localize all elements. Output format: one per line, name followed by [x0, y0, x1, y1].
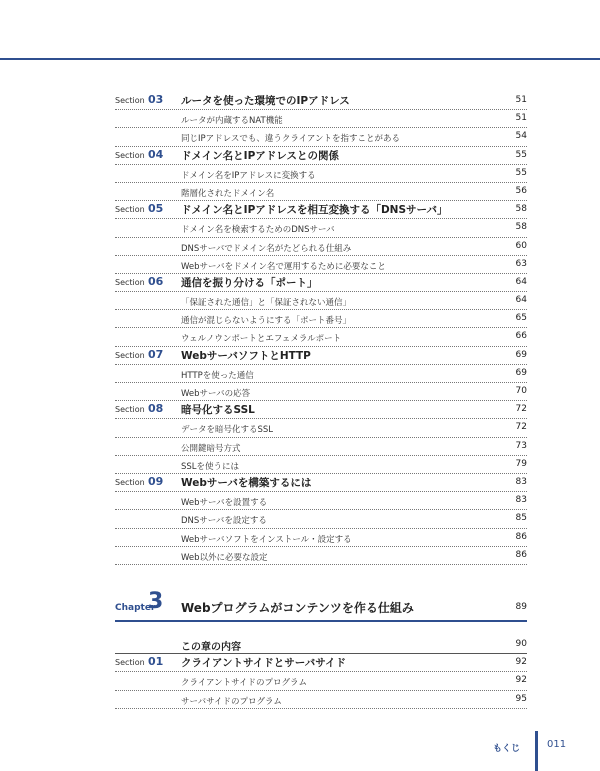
section-title: クライアントサイドとサーバサイド — [181, 657, 346, 670]
entry-title: Webサーバソフトをインストール・設定する — [181, 534, 352, 545]
toc-entry[interactable] — [115, 256, 527, 274]
section-title: ドメイン名とIPアドレスを相互変換する「DNSサーバ」 — [181, 204, 448, 217]
page-ref: 92 — [515, 657, 527, 668]
page-number: 011 — [547, 739, 567, 750]
page-ref: 64 — [515, 276, 527, 287]
toc-entry[interactable] — [115, 529, 527, 547]
page-ref: 63 — [515, 258, 527, 269]
page-ref: 79 — [515, 458, 527, 469]
section-number: 09 — [148, 474, 164, 488]
entry-title: 通信が混じらないようにする「ポート番号」 — [181, 316, 352, 327]
page-ref: 55 — [515, 149, 527, 160]
toc-entry[interactable] — [115, 492, 527, 510]
section-label: Section — [115, 205, 145, 215]
entry-title: クライアントサイドのプログラム — [181, 678, 307, 689]
toc-entry[interactable] — [115, 238, 527, 256]
section-number: 07 — [148, 347, 164, 361]
section-row[interactable] — [115, 401, 527, 419]
chapter-label: Chapter — [115, 603, 156, 613]
section-row[interactable] — [115, 147, 527, 165]
section-label: Section — [115, 405, 145, 415]
entry-title: 同じIPアドレスでも、違うクライアントを指すことがある — [181, 134, 401, 145]
entry-title: 階層化されたドメイン名 — [181, 188, 275, 199]
entry-title: HTTPを使った通信 — [181, 370, 254, 381]
section-label: Section — [115, 96, 145, 105]
page-ref: 55 — [515, 167, 527, 178]
section-row[interactable] — [115, 347, 527, 365]
toc-entry[interactable] — [115, 510, 527, 528]
entry-title: DNSサーバを設定する — [181, 516, 267, 527]
toc-entry[interactable] — [115, 456, 527, 474]
page-ref: 83 — [515, 476, 527, 487]
toc-entry[interactable] — [115, 128, 527, 146]
section-title: WebサーバソフトとHTTP — [181, 349, 311, 362]
page-ref: 58 — [515, 204, 527, 215]
section-title: ドメイン名とIPアドレスとの関係 — [181, 149, 339, 162]
toc-entry[interactable] — [115, 691, 527, 709]
section-label: Section — [115, 350, 145, 360]
page-ref: 70 — [515, 386, 527, 396]
footer-divider — [535, 731, 538, 771]
entry-title: 「保証された通信」と「保証されない通信」 — [181, 298, 352, 309]
footer-label: もくじ — [493, 744, 521, 754]
page-ref: 92 — [515, 675, 527, 686]
page-ref: 56 — [515, 185, 527, 196]
toc-entry[interactable] — [115, 383, 527, 401]
page-ref: 69 — [515, 367, 527, 378]
entry-title: SSLを使うには — [181, 461, 240, 472]
entry-title: データを暗号化するSSL — [181, 425, 274, 436]
page-ref: 72 — [515, 422, 527, 433]
section-title: 通信を振り分ける「ポート」 — [181, 276, 318, 289]
section-label: Section — [115, 658, 145, 668]
toc-entry[interactable] — [115, 547, 527, 565]
section-row[interactable] — [115, 474, 527, 492]
entry-title: Webサーバをドメイン名で運用するために必要なこと — [181, 261, 386, 272]
section-row[interactable] — [115, 201, 527, 219]
entry-title: サーバサイドのプログラム — [181, 696, 282, 707]
page-ref: 95 — [515, 693, 527, 704]
page-ref: 72 — [515, 404, 527, 415]
section-number: 03 — [148, 93, 164, 106]
entry-title: ルータが内蔵するNAT機能 — [181, 116, 283, 127]
page-ref: 86 — [515, 531, 527, 542]
section-number: 05 — [148, 202, 164, 216]
table-of-contents — [115, 92, 527, 565]
section-label: Section — [115, 477, 145, 487]
page-ref: 73 — [515, 440, 527, 451]
toc-entry[interactable] — [115, 292, 527, 310]
page-ref: 86 — [515, 549, 527, 560]
page-ref: 85 — [515, 513, 527, 524]
toc-entry[interactable] — [115, 438, 527, 456]
entry-title: Web以外に必要な設定 — [181, 552, 268, 563]
section-title: Webサーバを構築するには — [181, 476, 312, 489]
entry-title: ウェルノウンポートとエフェメラルポート — [181, 334, 342, 345]
chapter-page: 89 — [515, 602, 527, 612]
page-ref: 66 — [515, 331, 527, 342]
entry-title: この章の内容 — [181, 642, 241, 653]
toc-entry[interactable] — [115, 183, 527, 201]
section-label: Section — [115, 150, 145, 160]
chapter-title: Webプログラムがコンテンツを作る仕組み — [181, 601, 414, 615]
chapter-heading[interactable] — [115, 589, 527, 622]
section-number: 08 — [148, 402, 164, 416]
toc-entry[interactable] — [115, 310, 527, 328]
toc-entry[interactable] — [115, 365, 527, 383]
section-number: 01 — [148, 655, 164, 669]
entry-title: DNSサーバでドメイン名がたどられる仕組み — [181, 243, 352, 254]
entry-title: ドメイン名を検索するためのDNSサーバ — [181, 225, 335, 236]
toc-entry[interactable] — [115, 110, 527, 128]
page-ref: 65 — [515, 313, 527, 324]
section-row[interactable] — [115, 274, 527, 292]
page-ref: 51 — [515, 95, 527, 105]
section-number: 04 — [148, 147, 164, 161]
chapter-number: 3 — [148, 589, 164, 614]
section-row[interactable] — [115, 654, 527, 672]
section-title: ルータを使った環境でのIPアドレス — [181, 95, 350, 107]
toc-entry[interactable] — [115, 672, 527, 690]
page-ref: 90 — [515, 639, 527, 649]
page-ref: 60 — [515, 240, 527, 251]
entry-title: 公開鍵暗号方式 — [181, 443, 241, 454]
page-ref: 83 — [515, 495, 527, 506]
toc-entry[interactable] — [115, 328, 527, 346]
page-ref: 51 — [515, 113, 527, 124]
page-ref: 58 — [515, 222, 527, 233]
section-label: Section — [115, 277, 145, 287]
toc-entry[interactable] — [115, 165, 527, 183]
top-rule — [0, 58, 600, 60]
toc-entry[interactable] — [115, 419, 527, 437]
entry-title: Webサーバを設置する — [181, 498, 268, 509]
entry-title: ドメイン名をIPアドレスに変換する — [181, 170, 316, 181]
page-ref: 54 — [515, 131, 527, 142]
page-ref: 64 — [515, 295, 527, 306]
page-ref: 69 — [515, 349, 527, 360]
toc-entry[interactable] — [115, 219, 527, 237]
section-title: 暗号化するSSL — [181, 404, 255, 417]
chapter-contents — [115, 636, 527, 709]
intro-row[interactable] — [115, 636, 527, 654]
section-number: 06 — [148, 274, 164, 288]
section-row[interactable] — [115, 92, 527, 110]
entry-title: Webサーバの応答 — [181, 389, 251, 399]
